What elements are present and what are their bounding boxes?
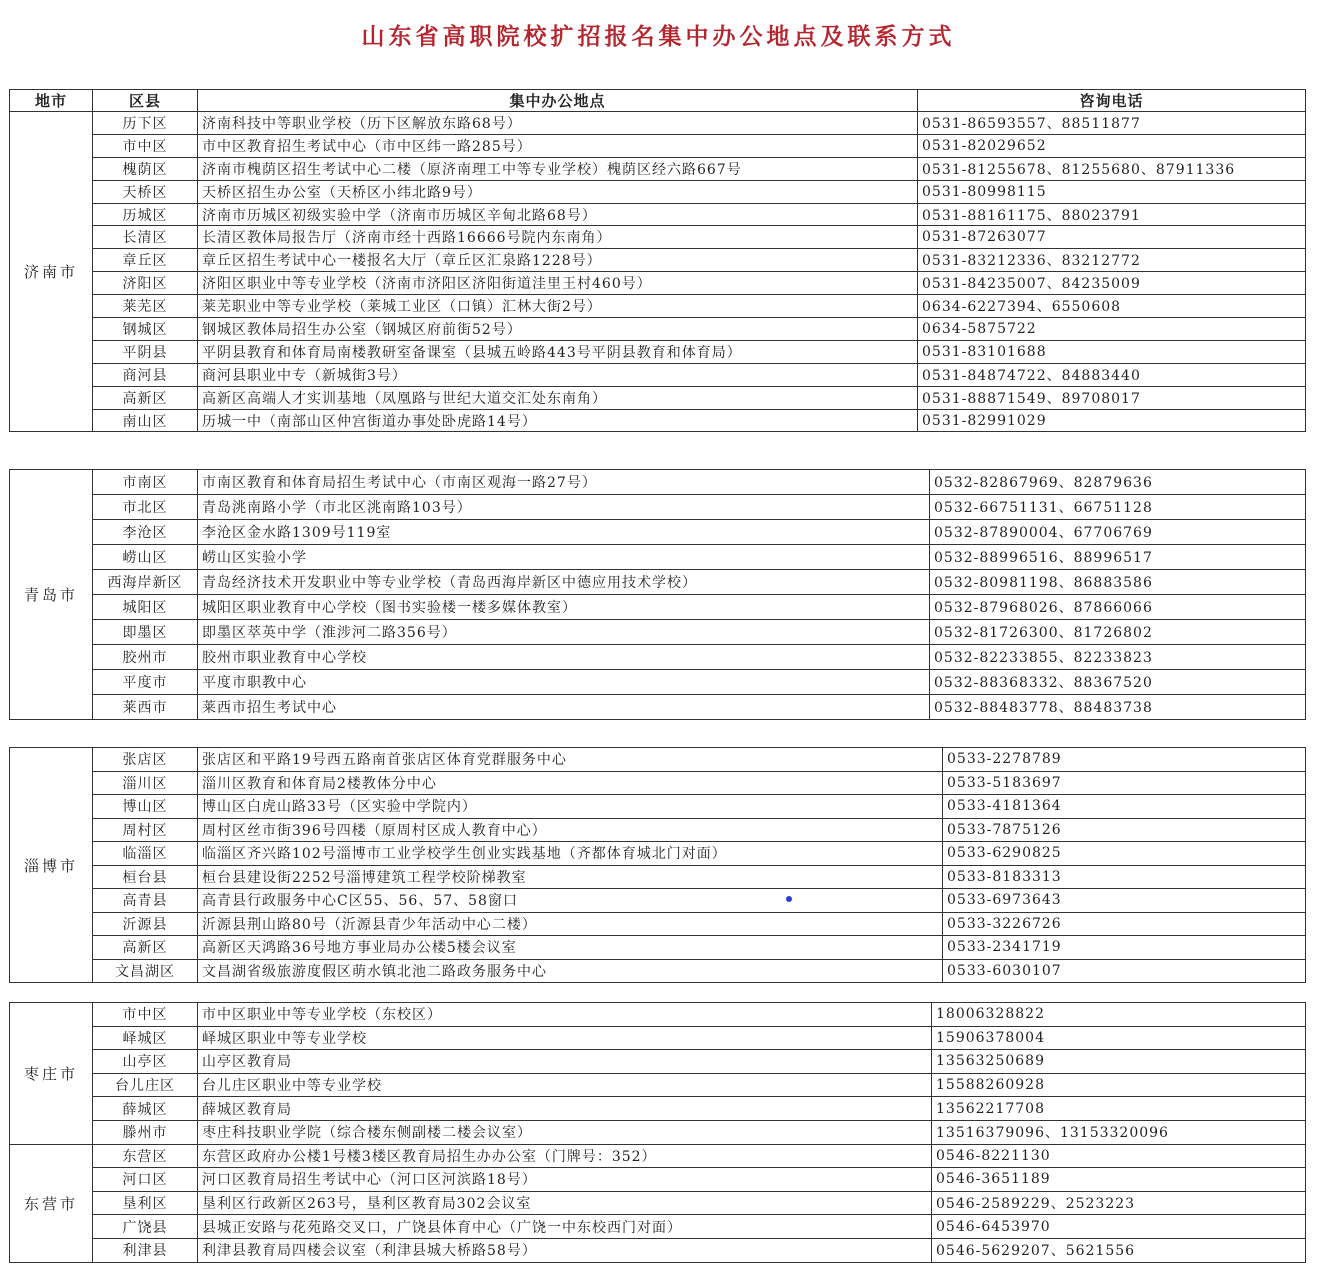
address-cell: 桓台县建设街2252号淄博建筑工程学校阶梯教室 xyxy=(198,865,943,889)
table-row xyxy=(10,1026,1306,1050)
phone-cell: 0531-83101688 xyxy=(918,340,1306,363)
table-row xyxy=(10,570,1306,595)
district-cell: 高新区 xyxy=(93,386,198,409)
address-cell: 历城一中（南部山区仲宫街道办事处卧虎路14号） xyxy=(198,409,918,432)
address-cell: 济南科技中等职业学校（历下区解放东路68号） xyxy=(198,112,918,135)
table-zibo xyxy=(9,747,1306,983)
district-cell: 西海岸新区 xyxy=(93,570,198,595)
address-cell: 平阴县教育和体育局南楼教研室备课室（县城五岭路443号平阴县教育和体育局） xyxy=(198,340,918,363)
phone-cell: 0546-3651189 xyxy=(932,1168,1306,1192)
table-row xyxy=(10,363,1306,386)
table-row xyxy=(10,203,1306,226)
district-cell: 山亭区 xyxy=(93,1050,198,1074)
table-row xyxy=(10,134,1306,157)
phone-cell: 0533-6030107 xyxy=(943,959,1306,983)
table-qingdao xyxy=(9,469,1306,720)
address-cell: 市中区职业中等专业学校（东校区） xyxy=(198,1003,932,1027)
table-row xyxy=(10,295,1306,318)
phone-cell: 13516379096、13153320096 xyxy=(932,1120,1306,1144)
address-cell: 莱芜职业中等专业学校（莱城工业区（口镇）汇林大街2号） xyxy=(198,295,918,318)
table-row xyxy=(10,495,1306,520)
phone-cell: 0532-66751131、66751128 xyxy=(930,495,1306,520)
district-cell: 市北区 xyxy=(93,495,198,520)
city-cell: 青岛市 xyxy=(10,470,93,720)
address-cell: 平度市职教中心 xyxy=(198,670,930,695)
phone-cell: 0532-80981198、86883586 xyxy=(930,570,1306,595)
phone-cell: 0533-2278789 xyxy=(943,748,1306,772)
table-row xyxy=(10,1120,1306,1144)
district-cell: 章丘区 xyxy=(93,249,198,272)
phone-cell: 0531-83212336、83212772 xyxy=(918,249,1306,272)
phone-cell: 0533-5183697 xyxy=(943,771,1306,795)
header-phone: 咨询电话 xyxy=(918,90,1306,112)
district-cell: 南山区 xyxy=(93,409,198,432)
address-cell: 长清区教体局报告厅（济南市经十西路16666号院内东南角） xyxy=(198,226,918,249)
district-cell: 桓台县 xyxy=(93,865,198,889)
table-row xyxy=(10,272,1306,295)
address-cell: 东营区政府办公楼1号楼3楼区教育局招生办办公室（门牌号：352） xyxy=(198,1144,932,1168)
table-row xyxy=(10,409,1306,432)
header-city: 地市 xyxy=(10,90,93,112)
district-cell: 河口区 xyxy=(93,1168,198,1192)
city-cell: 济南市 xyxy=(10,112,93,432)
district-cell: 历下区 xyxy=(93,112,198,135)
phone-cell: 0532-81726300、81726802 xyxy=(930,620,1306,645)
city-cell: 东营市 xyxy=(10,1144,93,1262)
phone-cell: 15588260928 xyxy=(932,1073,1306,1097)
city-cell: 枣庄市 xyxy=(10,1003,93,1145)
address-cell: 周村区丝市街396号四楼（原周村区成人教育中心） xyxy=(198,818,943,842)
address-cell: 济阳区职业中等专业学校（济南市济阳区济阳街道洼里王村460号） xyxy=(198,272,918,295)
phone-cell: 13563250689 xyxy=(932,1050,1306,1074)
district-cell: 文昌湖区 xyxy=(93,959,198,983)
district-cell: 峄城区 xyxy=(93,1026,198,1050)
district-cell: 市南区 xyxy=(93,470,198,495)
city-cell: 淄博市 xyxy=(10,748,93,983)
phone-cell: 0533-8183313 xyxy=(943,865,1306,889)
address-cell: 张店区和平路19号西五路南首张店区体育党群服务中心 xyxy=(198,748,943,772)
table-row xyxy=(10,520,1306,545)
table-row xyxy=(10,645,1306,670)
district-cell: 长清区 xyxy=(93,226,198,249)
address-cell: 即墨区萃英中学（淮涉河二路356号） xyxy=(198,620,930,645)
phone-cell: 0533-4181364 xyxy=(943,795,1306,819)
phone-cell: 0533-3226726 xyxy=(943,912,1306,936)
phone-cell: 0533-6290825 xyxy=(943,842,1306,866)
phone-cell: 18006328822 xyxy=(932,1003,1306,1027)
table-row xyxy=(10,470,1306,495)
address-cell: 山亭区教育局 xyxy=(198,1050,932,1074)
table-row xyxy=(10,670,1306,695)
district-cell: 广饶县 xyxy=(93,1215,198,1239)
district-cell: 平阴县 xyxy=(93,340,198,363)
address-cell: 莱西市招生考试中心 xyxy=(198,695,930,720)
table-row xyxy=(10,595,1306,620)
district-cell: 历城区 xyxy=(93,203,198,226)
blue-dot-mark xyxy=(786,896,792,902)
header-row xyxy=(10,90,1306,112)
table-row xyxy=(10,1215,1306,1239)
table-row xyxy=(10,771,1306,795)
address-cell: 淄川区教育和体育局2楼教体分中心 xyxy=(198,771,943,795)
address-cell: 钢城区教体局招生办公室（钢城区府前街52号） xyxy=(198,318,918,341)
address-cell: 临淄区齐兴路102号淄博市工业学校学生创业实践基地（齐都体育城北门对面） xyxy=(198,842,943,866)
district-cell: 胶州市 xyxy=(93,645,198,670)
table-row xyxy=(10,795,1306,819)
district-cell: 平度市 xyxy=(93,670,198,695)
phone-cell: 0531-84235007、84235009 xyxy=(918,272,1306,295)
phone-cell: 0531-82991029 xyxy=(918,409,1306,432)
address-cell: 沂源县荆山路80号（沂源县青少年活动中心二楼） xyxy=(198,912,943,936)
table-row xyxy=(10,157,1306,180)
table-row xyxy=(10,620,1306,645)
address-cell: 城阳区职业教育中心学校（图书实验楼一楼多媒体教室） xyxy=(198,595,930,620)
phone-cell: 0531-86593557、88511877 xyxy=(918,112,1306,135)
table-jinan xyxy=(9,89,1306,432)
district-cell: 商河县 xyxy=(93,363,198,386)
address-cell: 胶州市职业教育中心学校 xyxy=(198,645,930,670)
district-cell: 李沧区 xyxy=(93,520,198,545)
address-cell: 天桥区招生办公室（天桥区小纬北路9号） xyxy=(198,180,918,203)
table-row xyxy=(10,180,1306,203)
district-cell: 高青县 xyxy=(93,889,198,913)
district-cell: 即墨区 xyxy=(93,620,198,645)
phone-cell: 0532-87968026、87866066 xyxy=(930,595,1306,620)
address-cell: 青岛经济技术开发职业中等专业学校（青岛西海岸新区中德应用技术学校） xyxy=(198,570,930,595)
table-row xyxy=(10,1238,1306,1262)
phone-cell: 0531-88871549、89708017 xyxy=(918,386,1306,409)
district-cell: 垦利区 xyxy=(93,1191,198,1215)
district-cell: 天桥区 xyxy=(93,180,198,203)
district-cell: 莱西市 xyxy=(93,695,198,720)
address-cell: 文昌湖省级旅游度假区萌水镇北池二路政务服务中心 xyxy=(198,959,943,983)
address-cell: 青岛洮南路小学（市北区洮南路103号） xyxy=(198,495,930,520)
phone-cell: 0546-6453970 xyxy=(932,1215,1306,1239)
district-cell: 张店区 xyxy=(93,748,198,772)
address-cell: 市南区教育和体育局招生考试中心（市南区观海一路27号） xyxy=(198,470,930,495)
district-cell: 临淄区 xyxy=(93,842,198,866)
table-row xyxy=(10,1050,1306,1074)
phone-cell: 0531-88161175、88023791 xyxy=(918,203,1306,226)
district-cell: 城阳区 xyxy=(93,595,198,620)
table-row xyxy=(10,340,1306,363)
phone-cell: 0531-84874722、84883440 xyxy=(918,363,1306,386)
district-cell: 济阳区 xyxy=(93,272,198,295)
district-cell: 利津县 xyxy=(93,1238,198,1262)
district-cell: 高新区 xyxy=(93,936,198,960)
address-cell: 济南市槐荫区招生考试中心二楼（原济南理工中等专业学校）槐荫区经六路667号 xyxy=(198,157,918,180)
phone-cell: 0531-80998115 xyxy=(918,180,1306,203)
district-cell: 市中区 xyxy=(93,134,198,157)
phone-cell: 0533-7875126 xyxy=(943,818,1306,842)
district-cell: 博山区 xyxy=(93,795,198,819)
address-cell: 枣庄科技职业学院（综合楼东侧副楼二楼会议室） xyxy=(198,1120,932,1144)
address-cell: 崂山区实验小学 xyxy=(198,545,930,570)
phone-cell: 0546-5629207、5621556 xyxy=(932,1238,1306,1262)
phone-cell: 0546-2589229、2523223 xyxy=(932,1191,1306,1215)
table-row xyxy=(10,842,1306,866)
table-row xyxy=(10,959,1306,983)
district-cell: 崂山区 xyxy=(93,545,198,570)
phone-cell: 0531-87263077 xyxy=(918,226,1306,249)
phone-cell: 0546-8221130 xyxy=(932,1144,1306,1168)
table-zaozhuang-dongying xyxy=(9,1002,1306,1263)
table-row xyxy=(10,226,1306,249)
table-row xyxy=(10,318,1306,341)
table-row xyxy=(10,1097,1306,1121)
table-row xyxy=(10,695,1306,720)
phone-cell: 0532-88996516、88996517 xyxy=(930,545,1306,570)
table-row xyxy=(10,1003,1306,1027)
address-cell: 高新区天鸿路36号地方事业局办公楼5楼会议室 xyxy=(198,936,943,960)
table-row xyxy=(10,1144,1306,1168)
district-cell: 淄川区 xyxy=(93,771,198,795)
phone-cell: 0532-87890004、67706769 xyxy=(930,520,1306,545)
address-cell: 高青县行政服务中心C区55、56、57、58窗口 xyxy=(198,889,943,913)
table-row xyxy=(10,545,1306,570)
district-cell: 周村区 xyxy=(93,818,198,842)
address-cell: 李沧区金水路1309号119室 xyxy=(198,520,930,545)
table-row xyxy=(10,889,1306,913)
phone-cell: 0531-81255678、81255680、87911336 xyxy=(918,157,1306,180)
address-cell: 高新区高端人才实训基地（凤凰路与世纪大道交汇处东南角） xyxy=(198,386,918,409)
phone-cell: 0532-88368332、88367520 xyxy=(930,670,1306,695)
phone-cell: 0532-88483778、88483738 xyxy=(930,695,1306,720)
table-row xyxy=(10,112,1306,135)
phone-cell: 15906378004 xyxy=(932,1026,1306,1050)
phone-cell: 0532-82233855、82233823 xyxy=(930,645,1306,670)
address-cell: 河口区教育局招生考试中心（河口区河滨路18号） xyxy=(198,1168,932,1192)
district-cell: 台儿庄区 xyxy=(93,1073,198,1097)
address-cell: 章丘区招生考试中心一楼报名大厅（章丘区汇泉路1228号） xyxy=(198,249,918,272)
district-cell: 市中区 xyxy=(93,1003,198,1027)
district-cell: 滕州市 xyxy=(93,1120,198,1144)
page-title: 山东省高职院校扩招报名集中办公地点及联系方式 xyxy=(361,24,956,50)
table-row xyxy=(10,249,1306,272)
district-cell: 薛城区 xyxy=(93,1097,198,1121)
phone-cell: 0634-6227394、6550608 xyxy=(918,295,1306,318)
address-cell: 利津县教育局四楼会议室（利津县城大桥路58号） xyxy=(198,1238,932,1262)
header-district: 区县 xyxy=(93,90,198,112)
header-address: 集中办公地点 xyxy=(198,90,918,112)
phone-cell: 0533-6973643 xyxy=(943,889,1306,913)
phone-cell: 0533-2341719 xyxy=(943,936,1306,960)
address-cell: 薛城区教育局 xyxy=(198,1097,932,1121)
phone-cell: 0634-5875722 xyxy=(918,318,1306,341)
table-row xyxy=(10,1168,1306,1192)
address-cell: 博山区白虎山路33号（区实验中学院内） xyxy=(198,795,943,819)
district-cell: 槐荫区 xyxy=(93,157,198,180)
table-row xyxy=(10,1191,1306,1215)
district-cell: 东营区 xyxy=(93,1144,198,1168)
address-cell: 济南市历城区初级实验中学（济南市历城区辛甸北路68号） xyxy=(198,203,918,226)
district-cell: 钢城区 xyxy=(93,318,198,341)
phone-cell: 0531-82029652 xyxy=(918,134,1306,157)
table-row xyxy=(10,912,1306,936)
address-cell: 商河县职业中专（新城街3号） xyxy=(198,363,918,386)
table-row xyxy=(10,865,1306,889)
table-row xyxy=(10,936,1306,960)
address-cell: 峄城区职业中等专业学校 xyxy=(198,1026,932,1050)
district-cell: 沂源县 xyxy=(93,912,198,936)
table-row xyxy=(10,1073,1306,1097)
phone-cell: 13562217708 xyxy=(932,1097,1306,1121)
address-cell: 市中区教育招生考试中心（市中区纬一路285号） xyxy=(198,134,918,157)
address-cell: 台儿庄区职业中等专业学校 xyxy=(198,1073,932,1097)
address-cell: 垦利区行政新区263号，垦利区教育局302会议室 xyxy=(198,1191,932,1215)
address-cell: 县城正安路与花苑路交叉口，广饶县体育中心（广饶一中东校西门对面） xyxy=(198,1215,932,1239)
table-row xyxy=(10,748,1306,772)
district-cell: 莱芜区 xyxy=(93,295,198,318)
table-row xyxy=(10,818,1306,842)
table-row xyxy=(10,386,1306,409)
phone-cell: 0532-82867969、82879636 xyxy=(930,470,1306,495)
